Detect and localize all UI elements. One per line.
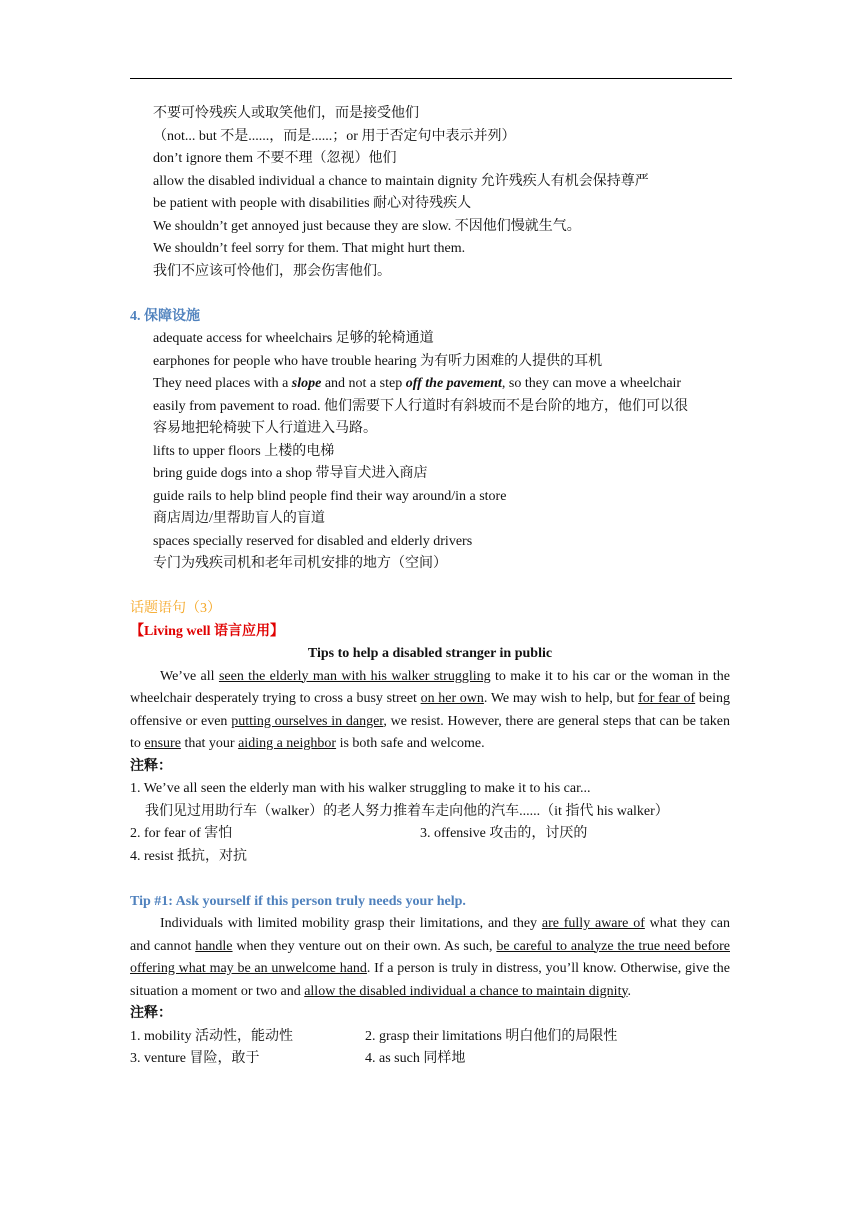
text-line: spaces specially reserved for disabled and elderly drivers — [153, 533, 473, 549]
text-run: that your — [180, 736, 239, 751]
notes-label: 注释： — [130, 758, 172, 774]
text-run: . We may wish to help, but — [483, 691, 639, 706]
living-well-heading: 【Living well 语言应用】 — [130, 623, 285, 639]
text-run: is both safe and welcome. — [336, 736, 485, 751]
text-line: 商店周边/里帮助盲人的盲道 — [153, 511, 325, 526]
article-title: Tips to help a disabled stranger in public — [307, 646, 553, 661]
note-item: 2. for fear of 害怕 — [130, 826, 233, 841]
text-run: , so they can move a wheelchair — [501, 376, 682, 391]
text-run: when they venture out on their own. As such, — [232, 938, 497, 954]
text-line: We shouldn’t get annoyed just because they are slow. 不因他们慢就生气。 — [153, 218, 581, 234]
text-line: 我们不应该可怜他们，那会伤害他们。 — [153, 263, 391, 279]
text-run: . If a person is truly in distress, you’ll know. Otherwise, give the situation a moment or two and — [130, 961, 731, 999]
underlined-phrase: be careful to analyze the true need before offering what may be an unwelcome hand — [130, 938, 730, 976]
text-run: and not a step — [321, 376, 406, 391]
text-line: guide rails to help blind people find their way around/in a store — [153, 488, 507, 504]
paragraph-2 — [130, 913, 730, 1003]
note-row — [130, 1048, 730, 1071]
text-line: adequate access for wheelchairs 足够的轮椅通道 — [153, 331, 434, 346]
underlined-phrase: for fear of — [638, 691, 696, 706]
underlined-phrase: on her own — [420, 691, 484, 706]
note-row — [130, 823, 730, 846]
spacer — [130, 868, 730, 891]
note-item: 4. as such 同样地 — [365, 1051, 466, 1066]
text-run: They need places with a — [153, 376, 292, 391]
underlined-phrase: ensure — [144, 736, 181, 751]
note-item: 1. mobility 活动性，能动性 — [130, 1028, 293, 1044]
tip-heading: Tip #1: Ask yourself if this person truly needs your help. — [130, 893, 466, 909]
emphasis-slope: slope — [291, 376, 322, 391]
note-item: 3. venture 冒险，敢于 — [130, 1051, 260, 1066]
text-line: be patient with people with disabilities 耐心对待残疾人 — [153, 196, 472, 211]
text-line: 专门为残疾司机和老年司机安排的地方（空间） — [153, 556, 447, 571]
note-row — [130, 1026, 730, 1049]
note-item: 3. offensive 攻击的，讨厌的 — [420, 826, 588, 841]
text-run: . — [627, 983, 632, 999]
text-run: what they can and cannot — [130, 916, 730, 954]
text-line: 容易地把轮椅驶下人行道进入马路。 — [153, 421, 377, 436]
text-run: We’ve all — [160, 668, 219, 684]
notes-label: 注释： — [130, 1006, 172, 1021]
text-run: to make it to his car or the woman in the wheelchair desperately trying to cross a busy street — [130, 668, 730, 706]
underlined-phrase: seen the elderly man with his walker struggling — [218, 668, 491, 684]
topic-heading: 话题语句（3） — [130, 601, 221, 616]
text-line: easily from pavement to road. 他们需要下人行道时有斜坡而不是台阶的地方，他们可以很 — [153, 398, 689, 414]
text-line: lifts to upper floors 上楼的电梯 — [153, 443, 335, 459]
text-run: being offensive or even — [130, 691, 730, 729]
section-heading: 4. 保障设施 — [130, 308, 200, 324]
spacer — [130, 283, 730, 306]
slope-sentence — [130, 373, 730, 396]
note-item: 2. grasp their limitations 明白他们的局限性 — [365, 1028, 618, 1044]
text-line: earphones for people who have trouble hearing 为有听力困难的人提供的耳机 — [153, 353, 603, 369]
underlined-phrase: handle — [195, 938, 233, 954]
paragraph-1 — [130, 666, 730, 756]
text-line: allow the disabled individual a chance to maintain dignity 允许残疾人有机会保持尊严 — [153, 173, 649, 189]
underlined-phrase: aiding a neighbor — [238, 736, 337, 751]
text-line: don’t ignore them 不要不理（忽视）他们 — [153, 151, 397, 166]
underlined-phrase: putting ourselves in danger — [231, 713, 384, 729]
text-line: We shouldn’t feel sorry for them. That might hurt them. — [153, 241, 466, 256]
emphasis-pavement: off the pavement — [405, 376, 502, 391]
text-run: Individuals with limited mobility grasp their limitations, and they — [160, 916, 542, 931]
text-line: 不要可怜残疾人或取笑他们，而是接受他们 — [153, 106, 419, 121]
note-item: 4. resist 抵抗，对抗 — [130, 848, 248, 864]
underlined-phrase: allow the disabled individual a chance to maintain dignity — [304, 983, 628, 999]
spacer — [130, 576, 730, 599]
document-body — [130, 103, 730, 1071]
text-line: bring guide dogs into a shop 带导盲犬进入商店 — [153, 466, 428, 481]
text-run: , we resist. However, there are general steps that can be taken to — [130, 713, 730, 751]
note-item: 1. We’ve all seen the elderly man with his walker struggling to make it to his car... — [130, 781, 591, 796]
text-line: （not... but 不是......，而是......；or 用于否定句中表示并列） — [153, 128, 516, 144]
note-item: 我们见过用助行车（walker）的老人努力推着车走向他的汽车......（it 指代 his walker） — [145, 803, 669, 819]
underlined-phrase: are fully aware of — [541, 916, 645, 931]
header-rule — [130, 78, 732, 79]
